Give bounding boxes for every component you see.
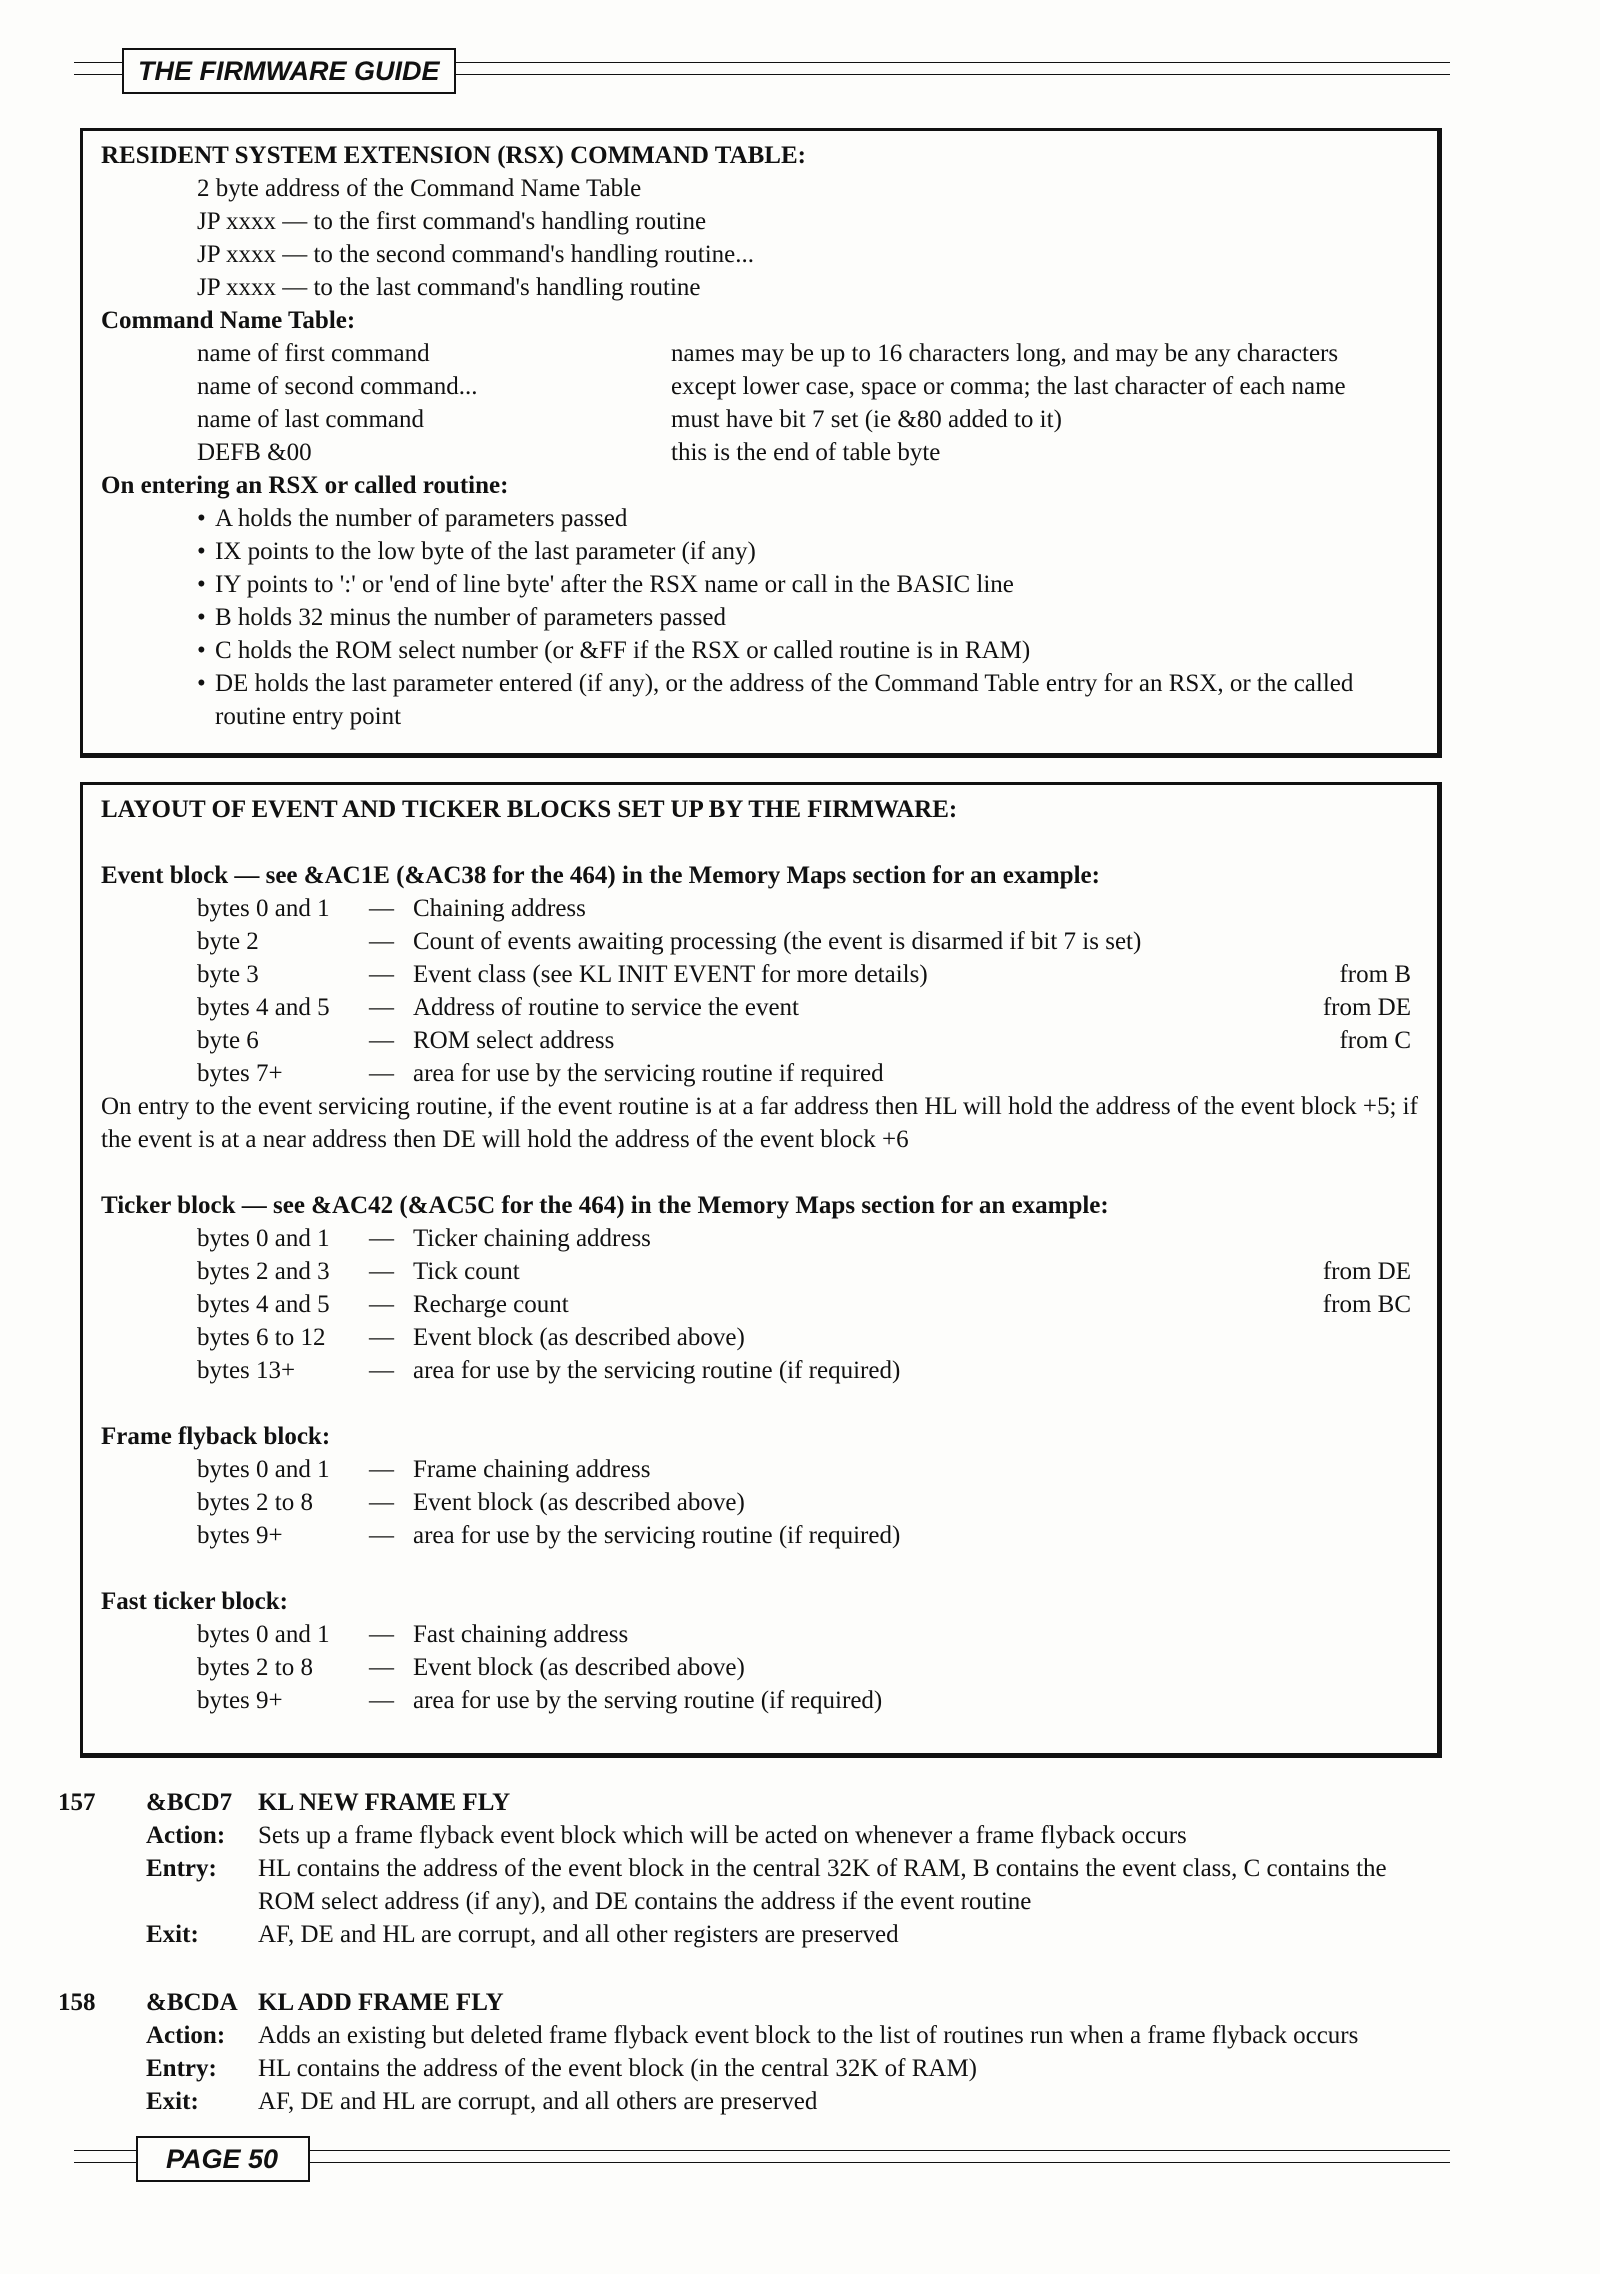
from-cell: from BC [1322,1291,1411,1318]
from-cell: from DE [1322,994,1411,1021]
firmware-entry [58,1986,1448,2118]
event-row [101,1024,1421,1057]
layout-box [80,782,1442,1758]
entry-name: KL NEW FRAME FLY [258,1789,511,1816]
bytes-cell: byte 3 [197,961,259,988]
rsx-box [80,128,1442,758]
bytes-cell: bytes 7+ [197,1060,283,1087]
entry-name: KL ADD FRAME FLY [258,1989,504,2016]
entry-entry [58,2052,1448,2085]
event-row [101,958,1421,991]
exit-label: Exit: [146,1921,199,1948]
entry-heading [58,1986,1448,2019]
desc-cell: Fast chaining address [413,1621,629,1648]
exit-label: Exit: [146,2088,199,2115]
event-row [101,925,1421,958]
bullet-icon: • [197,505,206,532]
frame-block-title: Frame flyback block: [101,1423,331,1450]
bytes-cell: bytes 4 and 5 [197,1291,330,1318]
fast-row [101,1651,1421,1684]
event-note: On entry to the event servicing routine, if the event routine is at a far address then HL will hold the address of the event block +5; if the event is at a near address then DE will hold the address of the event block +6 [101,1093,1418,1153]
entry-action [58,1819,1448,1852]
dash: — [369,1225,394,1252]
bytes-cell: bytes 0 and 1 [197,1456,330,1483]
event-row [101,892,1421,925]
entry-heading [58,1786,1448,1819]
bytes-cell: byte 2 [197,928,259,955]
frame-row [101,1453,1421,1486]
name-cell: name of second command... [197,373,478,400]
command-name-table-title: Command Name Table: [101,307,356,334]
bullet-text: IX points to the low byte of the last parameter (if any) [215,538,756,565]
bytes-cell: bytes 2 to 8 [197,1654,313,1681]
ticker-block-title: Ticker block — see &AC42 (&AC5C for the 464) in the Memory Maps section for an example: [101,1192,1109,1219]
rsx-line: 2 byte address of the Command Name Table [197,175,642,202]
ticker-row [101,1354,1421,1387]
entry-number: 158 [58,1989,96,2016]
from-cell [1291,1057,1421,1090]
bullet-item [101,502,1421,535]
desc-cell: area for use by the servicing routine (if required) [413,1522,901,1549]
name-note: must have bit 7 set (ie &80 added to it) [671,406,1062,433]
fast-ticker-title: Fast ticker block: [101,1588,289,1615]
desc-cell: Event block (as described above) [413,1654,745,1681]
bullet-icon: • [197,604,206,631]
ticker-row [101,1222,1421,1255]
entering-title: On entering an RSX or called routine: [101,472,509,499]
bytes-cell: bytes 0 and 1 [197,895,330,922]
dash: — [369,1456,394,1483]
action-label: Action: [146,1822,226,1849]
dash: — [369,895,394,922]
entry-exit [58,2085,1448,2118]
entry-entry [58,1852,1448,1918]
entry-label: Entry: [146,1855,217,1882]
entry-text: HL contains the address of the event block in the central 32K of RAM, B contains the event class, C contains the ROM select address (if any), and DE contains the address if the event routine [258,1855,1387,1915]
desc-cell: Event class (see KL INIT EVENT for more details) [413,961,928,988]
event-row [101,991,1421,1024]
name-cell: name of first command [197,340,430,367]
dash: — [369,1324,394,1351]
bytes-cell: bytes 9+ [197,1687,283,1714]
entry-action [58,2019,1448,2052]
bullet-item [101,601,1421,634]
frame-row [101,1519,1421,1552]
bullet-icon: • [197,571,206,598]
action-label: Action: [146,2022,226,2049]
desc-cell: Count of events awaiting processing (the event is disarmed if bit 7 is set) [413,928,1142,955]
rsx-line: JP xxxx — to the second command's handling routine... [197,241,754,268]
dash: — [369,1258,394,1285]
name-row [101,337,1421,370]
from-cell [1291,892,1421,925]
name-cell: name of last command [197,406,425,433]
desc-cell: Frame chaining address [413,1456,651,1483]
bytes-cell: bytes 13+ [197,1357,296,1384]
name-row [101,403,1421,436]
frame-row [101,1486,1421,1519]
page-number: PAGE 50 [136,2136,310,2182]
bullet-item [101,568,1421,601]
name-note: names may be up to 16 characters long, and may be any characters [671,340,1339,367]
desc-cell: Event block (as described above) [413,1324,745,1351]
dash: — [369,994,394,1021]
name-row [101,370,1421,403]
exit-text: AF, DE and HL are corrupt, and all others are preserved [258,2088,818,2115]
fast-row [101,1684,1421,1717]
from-cell: from C [1339,1027,1411,1054]
header-title: THE FIRMWARE GUIDE [122,48,456,94]
ticker-row [101,1255,1421,1288]
dash: — [369,1621,394,1648]
from-cell [1291,1222,1421,1255]
entry-exit [58,1918,1448,1951]
from-cell [1291,925,1421,958]
exit-text: AF, DE and HL are corrupt, and all other registers are preserved [258,1921,899,1948]
rsx-line: JP xxxx — to the last command's handling routine [197,274,701,301]
entry-text: HL contains the address of the event block (in the central 32K of RAM) [258,2055,978,2082]
desc-cell: area for use by the servicing routine if required [413,1060,884,1087]
page-footer [74,2136,1450,2180]
from-cell [1291,1354,1421,1387]
bytes-cell: bytes 6 to 12 [197,1324,326,1351]
bytes-cell: bytes 2 to 8 [197,1489,313,1516]
bytes-cell: bytes 2 and 3 [197,1258,330,1285]
rsx-title: RESIDENT SYSTEM EXTENSION (RSX) COMMAND TABLE: [101,142,806,169]
from-cell [1291,1321,1421,1354]
bullet-text: C holds the ROM select number (or &FF if the RSX or called routine is in RAM) [215,637,1031,664]
bytes-cell: bytes 0 and 1 [197,1621,330,1648]
desc-cell: Tick count [413,1258,520,1285]
bytes-cell: bytes 9+ [197,1522,283,1549]
event-block-title: Event block — see &AC1E (&AC38 for the 464) in the Memory Maps section for an example: [101,862,1100,889]
bullet-icon: • [197,538,206,565]
desc-cell: Event block (as described above) [413,1489,745,1516]
desc-cell: ROM select address [413,1027,615,1054]
dash: — [369,1357,394,1384]
action-text: Adds an existing but deleted frame flyback event block to the list of routines run when a frame flyback occurs [258,2022,1359,2049]
ticker-row [101,1321,1421,1354]
bullet-text: B holds 32 minus the number of parameters passed [215,604,727,631]
dash: — [369,1654,394,1681]
bullet-text: A holds the number of parameters passed [215,505,628,532]
ticker-row [101,1288,1421,1321]
bullet-text: IY points to ':' or 'end of line byte' after the RSX name or call in the BASIC line [215,571,1014,598]
name-cell: DEFB &00 [197,439,312,466]
entry-number: 157 [58,1789,96,1816]
page-header [74,48,1450,92]
desc-cell: Chaining address [413,895,586,922]
dash: — [369,1522,394,1549]
dash: — [369,1060,394,1087]
from-cell: from DE [1322,1258,1411,1285]
firmware-entry [58,1786,1448,1951]
bullet-text: DE holds the last parameter entered (if any), or the address of the Command Table entry for an RSX, or the called routine entry point [215,670,1354,730]
entry-label: Entry: [146,2055,217,2082]
event-row [101,1057,1421,1090]
bullet-item [101,634,1421,667]
desc-cell: Ticker chaining address [413,1225,651,1252]
fast-row [101,1618,1421,1651]
dash: — [369,1291,394,1318]
rsx-line: JP xxxx — to the first command's handling routine [197,208,707,235]
desc-cell: area for use by the serving routine (if required) [413,1687,883,1714]
bytes-cell: bytes 0 and 1 [197,1225,330,1252]
from-cell: from B [1339,961,1411,988]
bullet-item [101,667,1421,733]
layout-title: LAYOUT OF EVENT AND TICKER BLOCKS SET UP BY THE FIRMWARE: [101,796,958,823]
desc-cell: Recharge count [413,1291,569,1318]
dash: — [369,928,394,955]
bytes-cell: byte 6 [197,1027,259,1054]
desc-cell: area for use by the servicing routine (if required) [413,1357,901,1384]
name-row [101,436,1421,469]
entry-address: &BCDA [146,1989,238,2016]
dash: — [369,961,394,988]
dash: — [369,1027,394,1054]
dash: — [369,1687,394,1714]
desc-cell: Address of routine to service the event [413,994,799,1021]
bullet-item [101,535,1421,568]
bullet-icon: • [197,637,206,664]
action-text: Sets up a frame flyback event block which will be acted on whenever a frame flyback occurs [258,1822,1187,1849]
name-note: this is the end of table byte [671,439,941,466]
name-note: except lower case, space or comma; the last character of each name [671,373,1346,400]
bullet-icon: • [197,670,206,697]
dash: — [369,1489,394,1516]
bytes-cell: bytes 4 and 5 [197,994,330,1021]
entry-address: &BCD7 [146,1789,233,1816]
